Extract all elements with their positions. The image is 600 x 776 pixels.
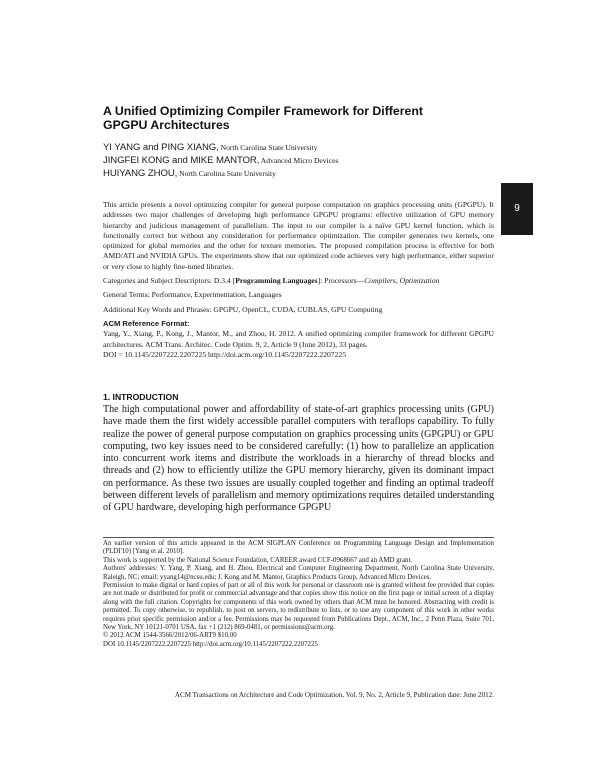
- author-names: HUIYANG ZHOU,: [103, 168, 178, 179]
- author-affiliation: North Carolina State University: [177, 169, 276, 178]
- article-number-tab: 9: [501, 183, 533, 235]
- abstract-block: [103, 200, 494, 360]
- running-footer: ACM Transactions on Architecture and Code Optimization, Vol. 9, No. 2, Article 9, Publication date: June 2012.: [174, 691, 494, 699]
- body-paragraph: The high computational power and affordability of state-of-art graphics processing units (GPU) have made them the first widely accessible parallel computers with teraflops capability. To fully realize the power of general purpose computation on graphics processing units (GPGPU) or GPU computing, two key issues need to be considered carefully: (1) how to parallelize an application into concurrent work items and distribute the workloads in a hierarchy of thread blocks and threads and (2) how to efficiently utilize the GPU memory hierarchy, given its dominant impact on performance. As these two issues are usually coupled together and finding an optimal tradeoff between different levels of parallelism and memory optimizations requires detailed understanding of GPU hardware, developing high performance GPGPU: [103, 404, 494, 514]
- categories-label: Categories and Subject Descriptors: D.3.4 [: [103, 276, 236, 286]
- general-terms: General Terms: Performance, Experimentation, Languages: [103, 290, 282, 300]
- categories-rest: ]: Processors—: [317, 276, 365, 286]
- author-affiliation: Advanced Micro Devices: [259, 156, 339, 165]
- author-line: [103, 167, 503, 180]
- reference-heading: [103, 319, 494, 329]
- footnote-earlier-version: An earlier version of this article appeared in the ACM SIGPLAN Conference on Programming Language Design and Implementation (PLDI'10) [Yang et al. 2010].: [103, 540, 494, 556]
- footnote-doi: DOI 10.1145/2207222.2207225 http://doi.acm.org/10.1145/2207222.2207225: [103, 640, 318, 648]
- section-heading: 1. INTRODUCTION: [103, 392, 179, 402]
- abstract-text: This article presents a novel optimizing compiler for general purpose computation on graphics processing units (GPGPU). It addresses two major challenges of developing high performance GPGPU programs: effective utilization of GPU memory hierarchy and judicious management of parallelism. The input to our compiler is a naïve GPU kernel function, which is functionally correct but without any consideration for performance optimization. The compiler generates two kernels, one optimized for global memories and the other for texture memories. The proposed compilation process is effective for both AMD/ATI and NVIDIA GPUs. The experiments show that our optimized code achieves very high performance, either superior or very close to highly fine-tuned libraries.: [103, 200, 494, 271]
- categories-italic: Compilers, Optimization: [364, 276, 440, 286]
- categories-line: [103, 276, 494, 286]
- author-line: [103, 154, 503, 167]
- author-affiliation: North Carolina State University: [218, 143, 318, 152]
- reference-heading-text: ACM Reference Format:: [103, 318, 190, 328]
- footnotes: [103, 540, 494, 649]
- paper-title: [103, 104, 493, 132]
- section-body: [103, 404, 494, 515]
- footnote-funding: This work is supported by the National Science Foundation, CAREER award CCF-0968667 and an AMD grant.: [103, 556, 413, 564]
- reference-doi: DOI = 10.1145/2207222.2207225 http://doi.acm.org/10.1145/2207222.2207225: [103, 349, 346, 359]
- author-names: YI YANG and PING XIANG,: [103, 142, 219, 153]
- categories-bold: Programming Languages: [235, 276, 318, 286]
- reference-text: Yang, Y., Xiang, P., Kong, J., Mantor, M., and Zhou, H. 2012. A unified optimizing compiler framework for different GPGPU architectures. ACM Trans. Architec. Code Optim. 9, 2, Article 9 (June 2012), 33 pages.: [103, 329, 494, 349]
- footnote-addresses: Authors' addresses: Y. Yang, P. Xiang, and H. Zhou, Electrical and Computer Engineering Department, North Carolina State University, Raleigh, NC; email: yyang14@ncsu.edu; J. Kong and M. Mantor, Graphics Products Group, Advanced Micro Devices.: [103, 565, 494, 581]
- paper-title-line-2: GPGPU Architectures: [103, 118, 230, 132]
- keywords: Additional Key Words and Phrases: GPGPU, OpenCL, CUDA, CUBLAS, GPU Computing: [103, 304, 383, 314]
- author-names: JINGFEI KONG and MIKE MANTOR,: [103, 155, 260, 166]
- author-line: [103, 141, 503, 154]
- footnote-permission: Permission to make digital or hard copies of part or all of this work for personal or classroom use is granted without fee provided that copies are not made or distributed for profit or commercial advantage and that copies show this notice on the first page or initial screen of a display along with the full citation. Copyrights for components of this work owned by others than ACM must be honored. Abstracting with credit is permitted. To copy otherwise, to republish, to post on servers, to redistribute to lists, or to use any component of this work in other works requires prior specific permission and/or a fee. Permissions may be requested from Publications Dept., ACM, Inc., 2 Penn Plaza, Suite 701, New York, NY 10121-0701 USA, fax +1 (212) 869-0481, or permissions@acm.org.: [103, 582, 494, 632]
- footnote-divider: [103, 537, 494, 538]
- footnote-copyright: © 2012 ACM 1544-3566/2012/06-ART9 $10.00: [103, 632, 237, 640]
- author-list: [103, 141, 503, 180]
- paper-title-line-1: A Unified Optimizing Compiler Framework for Different: [103, 104, 423, 118]
